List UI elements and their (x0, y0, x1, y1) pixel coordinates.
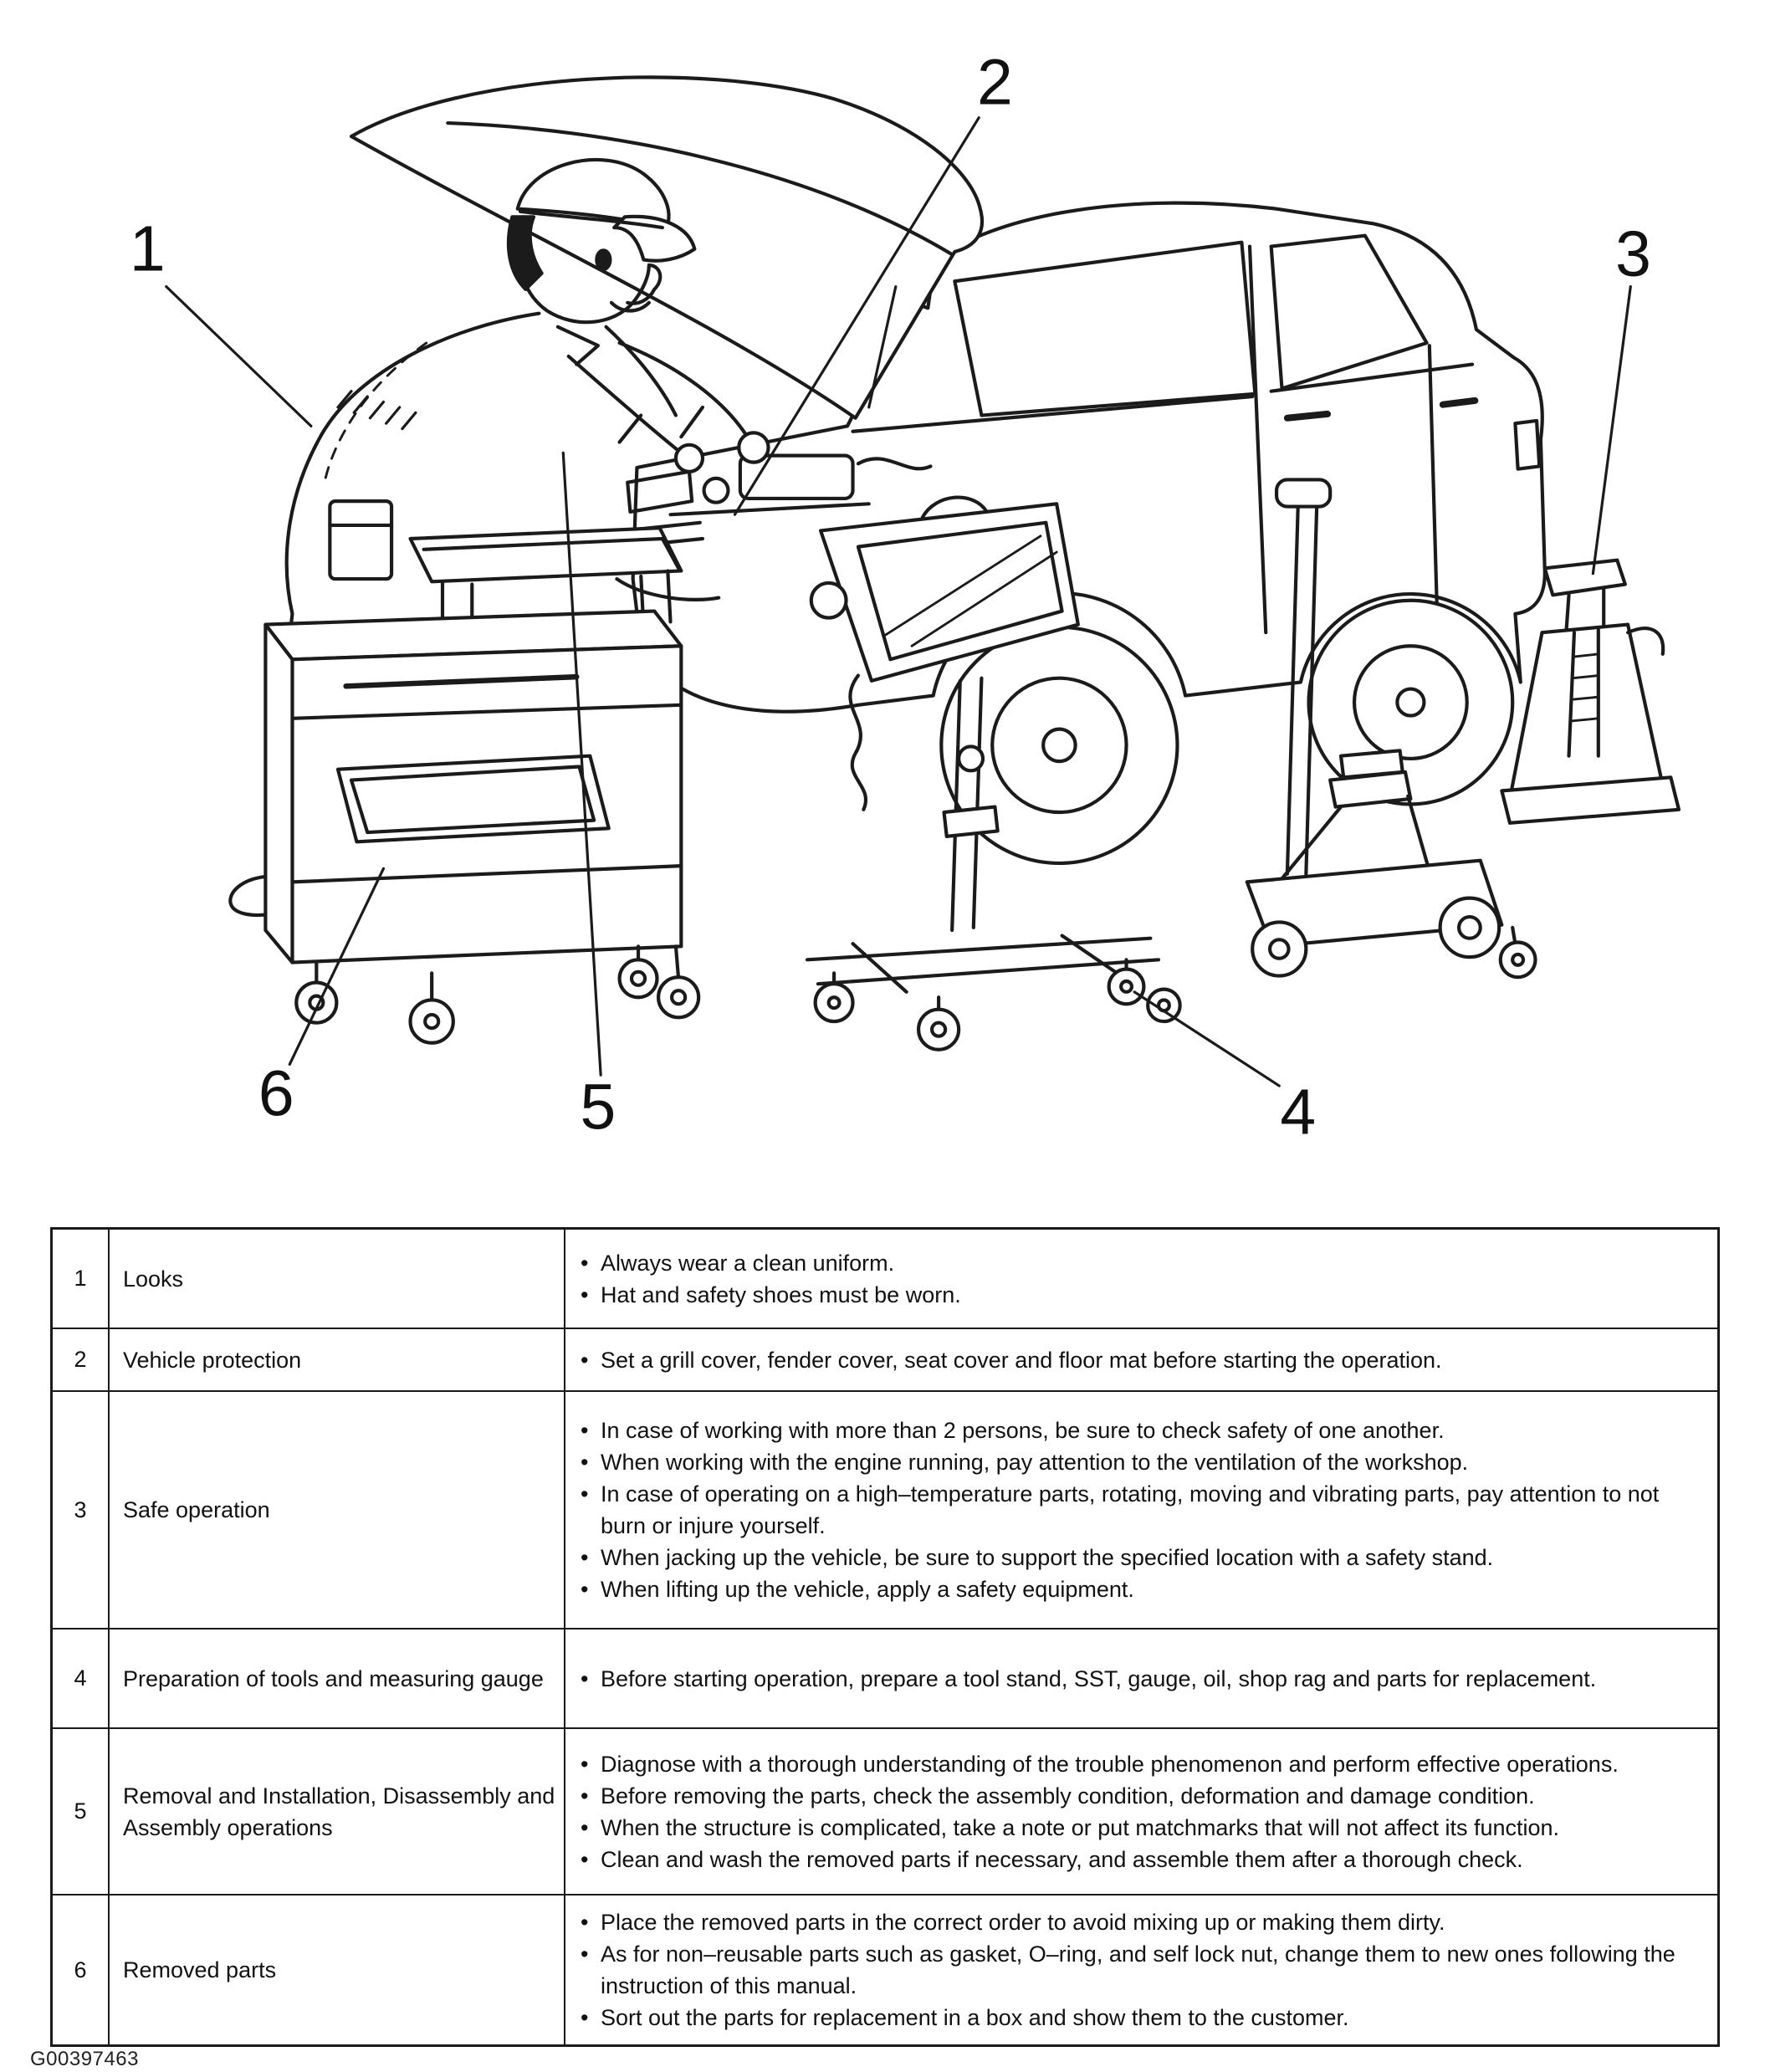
engine-bay (671, 456, 931, 515)
callout-6: 6 (258, 1057, 294, 1130)
bullet-item: • Always wear a clean uniform. (579, 1247, 1697, 1279)
row-description (565, 1392, 1717, 1628)
row-label: Removed parts (110, 1895, 565, 2044)
bullet-item: • Clean and wash the removed parts if necessary, and assemble them after a thorough check. (579, 1844, 1697, 1875)
row-number: 6 (53, 1895, 110, 2044)
bullet-item: • Before removing the parts, check the assembly condition, deformation and damage condition. (579, 1780, 1697, 1812)
bullet-item: • When jacking up the vehicle, be sure to support the specified location with a safety stand. (579, 1542, 1697, 1573)
row-label: Removal and Installation, Disassembly and Assembly operations (110, 1729, 565, 1894)
safety-instructions-table (50, 1227, 1720, 2047)
callout-2: 2 (977, 46, 1013, 119)
bullet-item: • When working with the engine running, pay attention to the ventilation of the workshop. (579, 1446, 1697, 1478)
row-number: 4 (53, 1629, 110, 1727)
bullet-item: • When lifting up the vehicle, apply a safety equipment. (579, 1573, 1697, 1605)
callout-3: 3 (1615, 217, 1651, 290)
row-label: Looks (110, 1230, 565, 1328)
table-row (53, 1328, 1717, 1390)
callout-1: 1 (129, 212, 166, 285)
callout-5: 5 (580, 1071, 616, 1143)
workshop-scene-illustration (0, 5, 1770, 1219)
table-row (53, 1628, 1717, 1727)
bullet-item: • Before starting operation, prepare a tool stand, SST, gauge, oil, shop rag and parts for replacement. (579, 1663, 1697, 1695)
row-description (565, 1329, 1717, 1390)
bullet-item: • Hat and safety shoes must be worn. (579, 1279, 1697, 1311)
bullet-item: • In case of working with more than 2 persons, be sure to check safety of one another. (579, 1415, 1697, 1446)
figure-code: G00397463 (30, 2048, 139, 2070)
table-row (53, 1230, 1717, 1328)
row-number: 5 (53, 1729, 110, 1894)
table-row (53, 1390, 1717, 1628)
row-description (565, 1895, 1717, 2044)
row-label: Preparation of tools and measuring gauge (110, 1629, 565, 1727)
bullet-item: • When the structure is complicated, take a note or put matchmarks that will not affect its function. (579, 1812, 1697, 1844)
row-label: Safe operation (110, 1392, 565, 1628)
row-number: 2 (53, 1329, 110, 1390)
callout-4: 4 (1280, 1076, 1317, 1149)
row-number: 1 (53, 1230, 110, 1328)
table-row (53, 1727, 1717, 1894)
bullet-item: • As for non–reusable parts such as gasket, O–ring, and self lock nut, change them to new ones following the instruction of this manual. (579, 1938, 1697, 2002)
row-label: Vehicle protection (110, 1329, 565, 1390)
safety-stand (1501, 560, 1679, 823)
row-number: 3 (53, 1392, 110, 1628)
bullet-item: • Diagnose with a thorough understanding of the trouble phenomenon and perform effective operations. (579, 1748, 1697, 1780)
workshop-scene-svg (0, 5, 1770, 1219)
table-row (53, 1894, 1717, 2044)
row-description (565, 1629, 1717, 1727)
row-description (565, 1729, 1717, 1894)
bullet-item: • Sort out the parts for replacement in a box and show them to the customer. (579, 2002, 1697, 2034)
bullet-item: • Place the removed parts in the correct order to avoid mixing up or making them dirty. (579, 1906, 1697, 1938)
parts-tray (338, 756, 609, 842)
bullet-item: • Set a grill cover, fender cover, seat cover and floor mat before starting the operation. (579, 1344, 1697, 1376)
row-description (565, 1230, 1717, 1328)
bullet-item: • In case of operating on a high–temperature parts, rotating, moving and vibrating parts, pay attention to not burn or injure yourself. (579, 1478, 1697, 1542)
